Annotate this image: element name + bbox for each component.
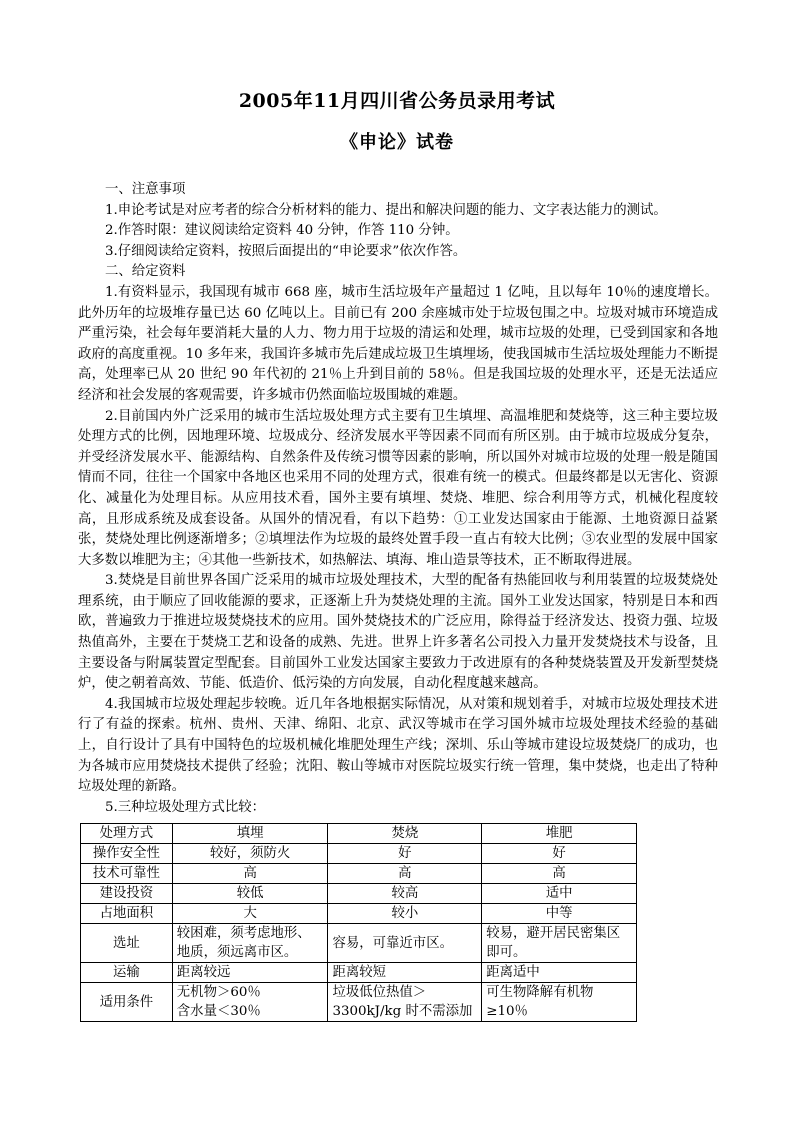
table-cell: 高 bbox=[328, 864, 482, 884]
table-cell: 较高 bbox=[328, 884, 482, 904]
document-body bbox=[78, 180, 718, 818]
table-cell: 操作安全性 bbox=[81, 844, 173, 864]
material-paragraph: 2.目前国内外广泛采用的城市生活垃圾处理方式主要有卫生填埋、高温堆肥和焚烧等，这三种主要垃圾处理方式的比例，因地理环境、垃圾成分、经济发展水平等因素不同而有所区别。由于城市垃圾成分复杂，并受经济发展水平、能源结构、自然条件及传统习惯等因素的影响，所以国外对城市垃圾的处理一般是随国情而不同，往往一个国家中各地区也采用不同的处理方式，很难有统一的模式。但最终都是以无害化、资源化、减量化为处理目标。从应用技术看，国外主要有填埋、焚烧、堆肥、综合利用等方式，机械化程度较高，且形成系统及成套设备。从国外的情况看，有以下趋势：①工业发达国家由于能源、土地资源日益紧张，焚烧处理比例逐渐增多；②填埋法作为垃圾的最终处置手段一直占有较大比例；③农业型的发展中国家大多数以堆肥为主；④其他一些新技术，如热解法、填海、堆山造景等技术，正不断取得进展。 bbox=[78, 408, 718, 568]
notes-heading: 一、注意事项 bbox=[105, 182, 186, 197]
table-header-cell: 处理方式 bbox=[81, 824, 173, 844]
document-subtitle: 《申论》试卷 bbox=[340, 132, 454, 153]
table-cell: 中等 bbox=[482, 904, 637, 924]
comparison-table bbox=[80, 823, 637, 1022]
table-cell: 垃圾低位热值＞3300kJ/kg 时不需添加 bbox=[328, 983, 482, 1022]
table-cell: 好 bbox=[328, 844, 482, 864]
materials-heading: 二、给定资料 bbox=[105, 264, 186, 280]
table-cell: 较困难，须考虑地形、地质，须远离市区。 bbox=[172, 924, 328, 963]
table-cell: 可生物降解有机物≥10％ bbox=[482, 983, 637, 1022]
material-paragraph: 4.我国城市垃圾处理起步较晚。近几年各地根据实际情况，从对策和规划着手，对城市垃圾处理技术进行了有益的探索。杭州、贵州、天津、绵阳、北京、武汉等城市在学习国外城市垃圾处理技术经验的基础上，自行设计了具有中国特色的垃圾机械化堆肥处理生产线；深圳、乐山等城市建设垃圾焚烧厂的成功，也为各城市应用焚烧技术提供了经验；沈阳、鞍山等城市对医院垃圾实行统一管理，集中焚烧，也走出了特种垃圾处理的新路。 bbox=[78, 696, 718, 795]
table-cell: 占地面积 bbox=[81, 904, 173, 924]
table-row bbox=[81, 884, 637, 904]
material-paragraph: 1.有资料显示，我国现有城市 668 座，城市生活垃圾年产量超过 1 亿吨，且以每年 10％的速度增长。此外历年的垃圾堆存量已达 60 亿吨以上。目前已有 200 余座城市处于垃圾包围之中。垃圾对城市环境造成严重污染，社会每年要消耗大量的人力、物力用于垃圾的清运和处理，城市垃圾的处理，已受到国家和各地政府的高度重视。10 多年来，我国许多城市先后建成垃圾卫生填埋场，使我国城市生活垃圾处理能力不断提高，处理率已从 20 世纪 90 年代初的 21％上升到目前的 58％。但是我国垃圾的处理水平，还是无法适应经济和社会发展的客观需要，许多城市仍然面临垃圾围城的难题。 bbox=[78, 284, 718, 403]
table-row bbox=[81, 904, 637, 924]
table-row bbox=[81, 864, 637, 884]
table-row bbox=[81, 844, 637, 864]
table-cell: 距离较短 bbox=[328, 963, 482, 983]
note-item: 3.仔细阅读给定资料，按照后面提出的“申论要求”依次作答。 bbox=[105, 243, 467, 259]
table-cell: 运输 bbox=[81, 963, 173, 983]
table-cell: 容易，可靠近市区。 bbox=[328, 924, 482, 963]
material-paragraph: 3.焚烧是目前世界各国广泛采用的城市垃圾处理技术，大型的配备有热能回收与利用装置的垃圾焚烧处理系统，由于顺应了回收能源的要求，正逐渐上升为焚烧处理的主流。国外工业发达国家，特别是日本和西欧，普遍致力于推进垃圾焚烧技术的应用。国外焚烧技术的广泛应用，除得益于经济发达、投资力强、垃圾热值高外，主要在于焚烧工艺和设备的成熟、先进。世界上许多著名公司投入力量开发焚烧技术与设备，且主要设备与附属装置定型配套。目前国外工业发达国家主要致力于改进原有的各种焚烧装置及开发新型焚烧炉，使之朝着高效、节能、低造价、低污染的方向发展，自动化程度越来越高。 bbox=[78, 573, 718, 692]
table-row bbox=[81, 924, 637, 963]
table-header-cell: 焚烧 bbox=[328, 824, 482, 844]
table-cell: 技术可靠性 bbox=[81, 864, 173, 884]
table-cell: 较好，须防火 bbox=[172, 844, 328, 864]
table-row bbox=[81, 963, 637, 983]
note-item: 2.作答时限：建议阅读给定资料 40 分钟，作答 110 分钟。 bbox=[105, 223, 459, 239]
table-cell: 高 bbox=[482, 864, 637, 884]
table-cell: 建设投资 bbox=[81, 884, 173, 904]
table-cell: 距离适中 bbox=[482, 963, 637, 983]
table-cell: 适中 bbox=[482, 884, 637, 904]
table-cell: 距离较远 bbox=[172, 963, 328, 983]
table-cell: 较小 bbox=[328, 904, 482, 924]
table-header-row bbox=[81, 824, 637, 844]
table-header-cell: 填埋 bbox=[172, 824, 328, 844]
table-cell: 大 bbox=[172, 904, 328, 924]
table-cell: 选址 bbox=[81, 924, 173, 963]
table-cell: 高 bbox=[172, 864, 328, 884]
table-header-cell: 堆肥 bbox=[482, 824, 637, 844]
table-cell: 适用条件 bbox=[81, 983, 173, 1022]
document-title: 2005年11月四川省公务员录用考试 bbox=[238, 90, 556, 112]
table-cell: 好 bbox=[482, 844, 637, 864]
material-paragraph: 5.三种垃圾处理方式比较： bbox=[105, 799, 266, 815]
table-cell: 较易，避开居民密集区即可。 bbox=[482, 924, 637, 963]
table-cell: 较低 bbox=[172, 884, 328, 904]
table-cell: 无机物＞60％ 含水量＜30％ bbox=[172, 983, 328, 1022]
table-row bbox=[81, 983, 637, 1022]
note-item: 1.申论考试是对应考者的综合分析材料的能力、提出和解决问题的能力、文字表达能力的测试。 bbox=[105, 202, 667, 218]
